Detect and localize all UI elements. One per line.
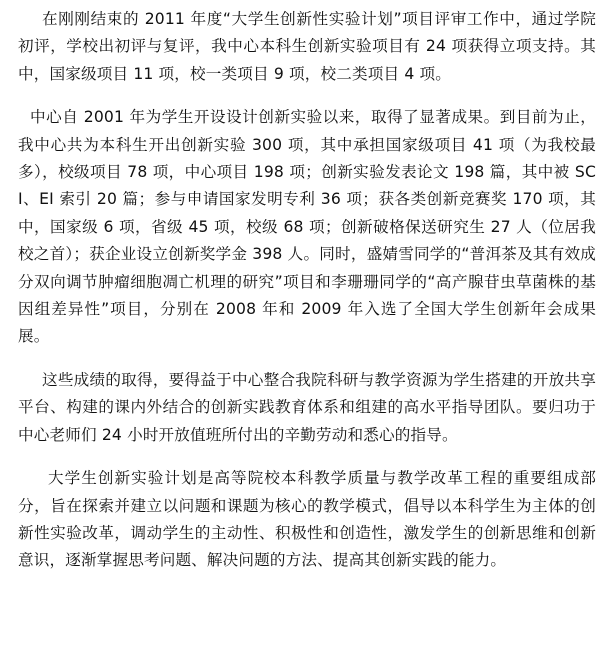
paragraph-program-purpose: 大学生创新实验计划是高等院校本科教学质量与教学改革工程的重要组成部分，旨在探索并建立以问题和课题为核心的教学模式，倡导以本科学生为主体的创新性实验改革，调动学生的主动性、积极性和创造性，激发学生的创新思维和创新意识，逐渐掌握思考问题、解决问题的方法、提高其创新实践的能力。 <box>18 469 596 570</box>
document-body <box>18 6 596 575</box>
paragraph-center-achievements: 中心自 2001 年为学生开设设计创新实验以来，取得了显著成果。到目前为止，我中心共为本科生开出创新实验 300 项，其中承担国家级项目 41 项（为我校最多），校级项目 78 项，中心项目 198 项；创新实验发表论文 198 篇，其中被 SCI、EI 索引 20 篇；参与申请国家发明专利 36 项；获各类创新竞赛奖 170 项，其中，国家级 6 项，省级 45 项，校级 68 项；创新破格保送研究生 27 人（位居我校之首）；获企业设立创新奖学金 398 人。同时，盛婧雪同学的“普洱茶及其有效成分双向调节肿瘤细胞凋亡机理的研究”项目和李珊珊同学的“高产腺苷虫草菌株的基因组差异性”项目，分别在 2008 年和 2009 年入选了全国大学生创新年会成果展。 <box>18 108 596 346</box>
paragraph-project-review: 在刚刚结束的 2011 年度“大学生创新性实验计划”项目评审工作中，通过学院初评，学校出初评与复评，我中心本科生创新实验项目有 24 项获得立项支持。其中，国家级项目 11 项，校一类项目 9 项，校二类项目 4 项。 <box>18 10 596 83</box>
paragraph-success-factors: 这些成绩的取得，要得益于中心整合我院科研与教学资源为学生搭建的开放共享平台、构建的课内外结合的创新实践教育体系和组建的高水平指导团队。要归功于中心老师们 24 小时开放值班所付出的辛勤劳动和悉心的指导。 <box>18 370 596 444</box>
